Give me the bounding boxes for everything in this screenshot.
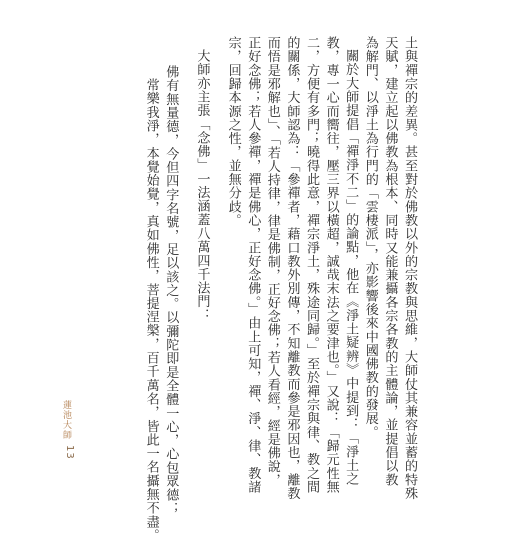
text-column: 的關係，大師認為：「參禪者，藉口教外別傳，不知離教而參是邪因也，離教	[284, 36, 300, 501]
text-column: 關於大師提倡「禪淨不二」的論點，他在《淨土疑辨》中提到：「淨土之	[343, 49, 359, 486]
column-spacer	[214, 36, 220, 542]
text-column: 天賦，建立起以佛教為根本、同時又能兼攝各宗各教的主體論，並提倡以教	[382, 36, 398, 487]
text-column: 土與禪宗的差異。甚至對於佛教以外的宗教與思維，大師仗其兼容並蓄的特殊	[402, 36, 417, 501]
column-spacer	[183, 36, 189, 542]
text-column: 大師亦主張「念佛」一法涵蓋八萬四千法門：	[194, 49, 210, 322]
text-column: 正好念佛；若人參禪，禪是佛心，正好念佛。」由上可知，禪、淨、律、教諸	[245, 36, 261, 494]
text-column: 為解門、以淨土為行門的「雲棲派」，亦影響後來中國佛教的發展。	[362, 36, 378, 439]
text-column: 教，專一心而嚮往，壓三界以橫超，誠哉末法之要津也。」又說：「歸元性無	[323, 36, 339, 494]
vertical-text-body	[144, 36, 416, 542]
text-column: 二，方便有多門；曉得此意，禪宗淨土，殊途同歸。」至於禪宗與律、教之間	[304, 36, 320, 494]
page-number: 13	[64, 445, 75, 460]
text-column: 而悟是邪解也」、「若人持律，律是佛制，正好念佛；若人看經，經是佛說，	[264, 36, 280, 487]
running-header-label: 蓮池大師	[61, 400, 71, 440]
quote-column: 佛有無量德，今但四字名號，足以該之。以彌陀即是全體一心，心包眾德；	[163, 65, 179, 516]
text-column: 宗，回歸本源之性，並無分歧。	[225, 36, 241, 228]
quote-column: 常樂我淨，本覺始覺，真如佛性，菩提涅槃，百千萬名，皆此一名攝無不盡。	[143, 78, 159, 542]
